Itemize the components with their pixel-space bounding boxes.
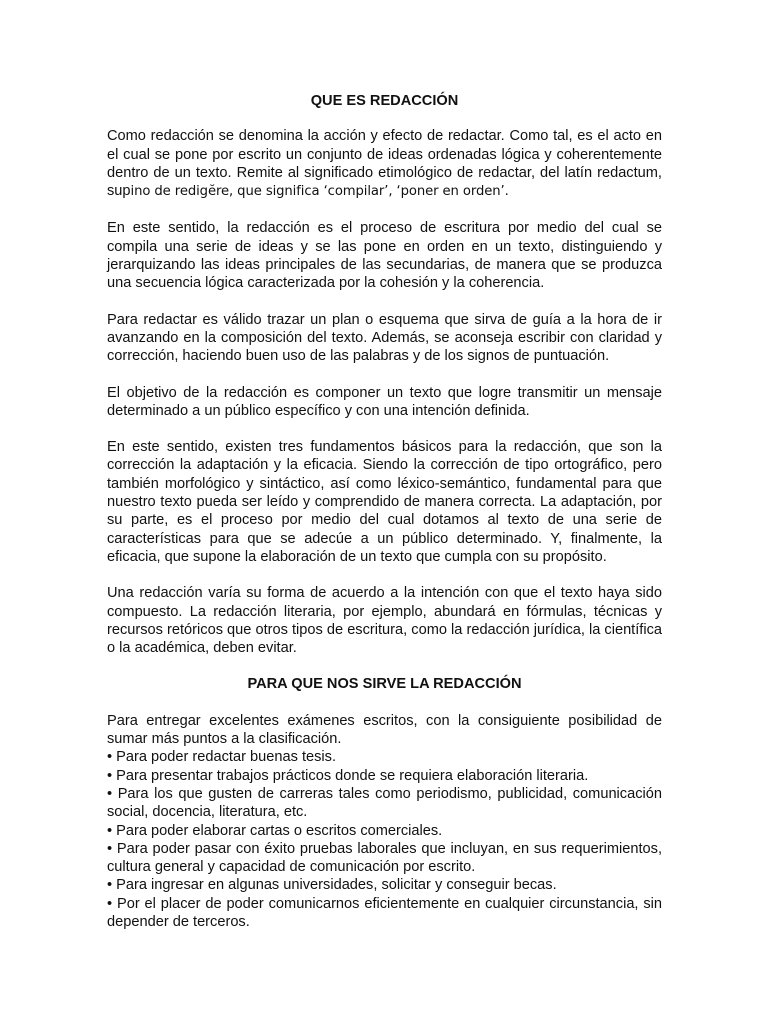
list-item-text: Para poder redactar buenas tesis.: [112, 749, 337, 766]
bullet-icon: •: [107, 785, 113, 802]
paragraph-definition-text: Como redacción se denomina la acción y efecto de redactar. Como tal, es el acto en el cual se pone por escrito un conjunto de ideas ordenadas lógica y coherentemente dentro de un texto. Remite al significado etimológico de redactar, del latín redactum, sup: [107, 128, 662, 200]
list-item: [107, 895, 662, 932]
bullet-icon: •: [107, 767, 113, 784]
paragraph-definition-etymology: ino de redigĕre, que significa ‘compilar’, ‘poner en orden’.: [130, 184, 509, 200]
list-item: [107, 748, 662, 766]
paragraph-process: En este sentido, la redacción es el proceso de escritura por medio del cual se compila una serie de ideas y se las pone en orden en un texto, distinguiendo y jerarquizando las ideas principales de las secundarias, de manera que se produzca una secuencia lógica caracterizada por la cohesión y la coherencia.: [107, 220, 662, 292]
list-item-text: Para los que gusten de carreras tales como periodismo, publicidad, comunicación social, docencia, literatura, etc.: [107, 785, 662, 821]
bullet-icon: •: [107, 877, 113, 894]
list-item-text: Para poder elaborar cartas o escritos comerciales.: [112, 822, 443, 839]
section-heading: PARA QUE NOS SIRVE LA REDACCIÓN: [247, 676, 522, 693]
paragraph-fundamentals: En este sentido, existen tres fundamentos básicos para la redacción, que son la corrección la adaptación y la eficacia. Siendo la corrección de tipo ortográfico, pero también morfológico y sintáctico, así como léxico-semántico, fundamental para que nuestro texto pueda ser leído y comprendido de manera correcta. La adaptación, por su parte, es el proceso por medio del cual dotamos al texto de una serie de características para que se adecúe a un público determinado. Y, finalmente, la eficacia, que supone la elaboración de un texto que cumpla con su propósito.: [107, 439, 662, 565]
bullet-icon: •: [107, 895, 113, 912]
bullet-icon: •: [107, 822, 113, 839]
list-item: [107, 822, 662, 840]
document-body: [107, 92, 662, 931]
list-item: [107, 876, 662, 894]
paragraph-objective: El objetivo de la redacción es componer un texto que logre transmitir un mensaje determinado a un público específico y con una intención definida.: [107, 384, 662, 419]
list-item-text: Para presentar trabajos prácticos donde se requiera elaboración literaria.: [112, 767, 589, 784]
list-item-text: Para poder pasar con éxito pruebas laborales que incluyan, en sus requerimientos, cultura general y capacidad de comunicación por escrito.: [107, 840, 662, 876]
document-title: QUE ES REDACCIÓN: [310, 93, 459, 109]
list-item: [107, 785, 662, 822]
list-item-text: Para ingresar en algunas universidades, solicitar y conseguir becas.: [112, 877, 557, 894]
paragraph-variation: Una redacción varía su forma de acuerdo a la intención con que el texto haya sido compuesto. La redacción literaria, por ejemplo, abundará en fórmulas, técnicas y recursos retóricos que otros tipos de escritura, como la redacción jurídica, la científica o la académica, deben evitar.: [107, 585, 662, 657]
bullet-icon: •: [107, 840, 113, 857]
list-item: [107, 840, 662, 877]
list-item-text: Por el placer de poder comunicarnos eficientemente en cualquier circunstancia, sin depender de terceros.: [107, 895, 662, 930]
purpose-intro: Para entregar excelentes exámenes escritos, con la consiguiente posibilidad de sumar más puntos a la clasificación.: [107, 712, 662, 748]
bullet-icon: •: [107, 749, 113, 766]
paragraph-plan: Para redactar es válido trazar un plan o esquema que sirva de guía a la hora de ir avanzando en la composición del texto. Además, se aconseja escribir con claridad y corrección, haciendo buen uso de las palabras y de los signos de puntuación.: [107, 311, 662, 365]
purpose-list: [107, 712, 662, 932]
paragraph-definition: [107, 127, 662, 201]
list-item: [107, 767, 662, 785]
